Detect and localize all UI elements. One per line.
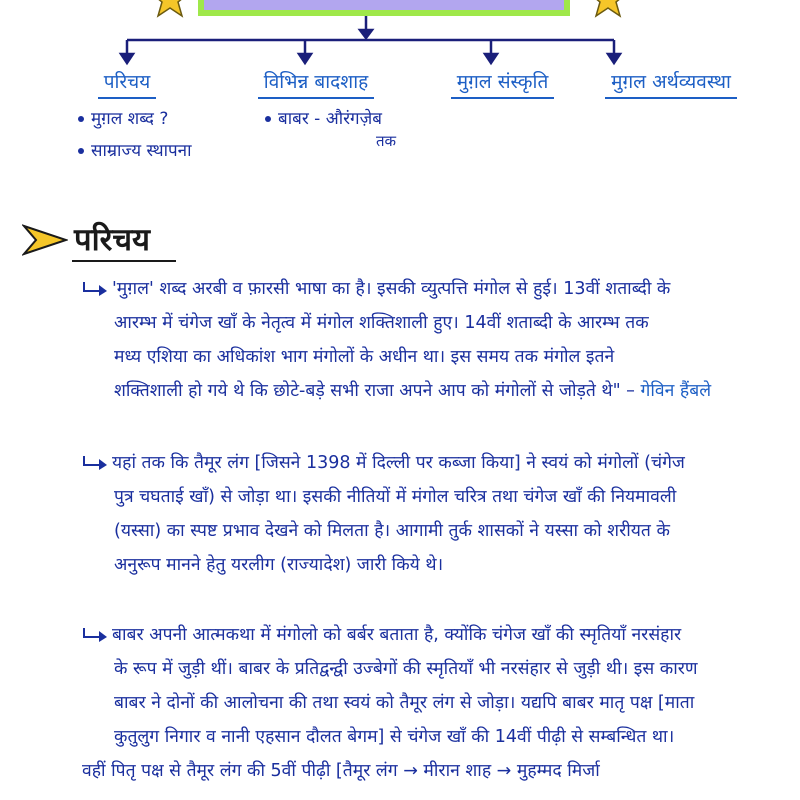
section-title: परिचय	[74, 222, 150, 258]
emperors-bullets	[265, 106, 382, 138]
branch-label: परिचय	[98, 68, 157, 99]
branch-label: विभिन्न बादशाह	[258, 68, 374, 99]
paragraph-line: मध्य एशिया का अधिकांश भाग मंगोलों के अधीन था। इस समय तक मंगोल इतने	[114, 347, 615, 367]
star-icon	[150, 0, 190, 18]
paragraph-line: शक्तिशाली हो गये थे कि छोटे-बड़े सभी राजा अपने आप को मंगोलों से जोड़ते थे" – गेविन हैंबले	[114, 381, 712, 401]
arrow-head-icon	[22, 224, 68, 256]
star-icon	[588, 0, 628, 18]
paragraph-2	[82, 446, 772, 582]
list-item: बाबर - औरंगज़ेब	[265, 106, 382, 129]
title-banner	[198, 0, 570, 16]
bullet-continuation: तक	[376, 132, 397, 150]
branch-label: मुग़ल अर्थव्यवस्था	[605, 68, 737, 99]
paragraph-line: बाबर ने दोनों की आलोचना की तथा स्वयं को तैमूर लंग से जोड़ा। यद्यपि बाबर मातृ पक्ष [माता	[114, 693, 695, 713]
section-underline	[72, 260, 176, 262]
paragraph-line: पुत्र चघताई खाँ) से जोड़ा था। इसकी नीतियों में मंगोल चरित्र तथा चंगेज खाँ की नियमावली	[114, 487, 677, 507]
branch-label: मुग़ल संस्कृति	[451, 68, 555, 99]
paragraph-line: बाबर अपनी आत्मकथा में मंगोलो को बर्बर बताता है, क्योंकि चंगेज खाँ की स्मृतियाँ नरसंहार	[112, 625, 682, 645]
bullet-icon	[78, 116, 84, 122]
branch-emperors	[246, 68, 386, 99]
list-item: साम्राज्य स्थापना	[78, 138, 192, 161]
paragraph-line: कुतुलुग निगार व नानी एहसान दौलत बेगम] से चंगेज खाँ की 14वीं पीढ़ी से सम्बन्धित था।	[114, 727, 675, 747]
paragraph-line: वहीं पितृ पक्ष से तैमूर लंग की 5वीं पीढ़ी [तैमूर लंग → मीरान शाह → मुहम्मद मिर्जा	[82, 761, 600, 781]
paragraph-1	[82, 272, 772, 408]
citation: गेविन हैंबले	[640, 381, 712, 401]
bullet-icon	[265, 116, 271, 122]
paragraph-line: यहां तक कि तैमूर लंग [जिसने 1398 में दिल्ली पर कब्जा किया] ने स्वयं को मंगोलों (चंगेज	[112, 453, 685, 473]
paragraph-line: अनुरूप मानने हेतु यरलीग (राज्यादेश) जारी किये थे।	[114, 555, 444, 575]
paragraph-line: आरम्भ में चंगेज खाँ के नेतृत्व में मंगोल शक्तिशाली हुए। 14वीं शताब्दी के आरम्भ तक	[114, 313, 649, 333]
paragraph-line: के रूप में जुड़ी थीं। बाबर के प्रतिद्वन्द्वी उज्बेगों की स्मृतियाँ भी नरसंहार से जुड़ी थी। इस कारण	[114, 659, 698, 679]
intro-bullets	[78, 106, 192, 170]
bullet-icon	[78, 148, 84, 154]
paragraph-line: 'मुग़ल' शब्द अरबी व फ़ारसी भाषा का है। इसकी व्युत्पत्ति मंगोल से हुई। 13वीं शताब्दी के	[112, 279, 671, 299]
branch-intro	[76, 68, 178, 99]
list-item: मुग़ल शब्द ?	[78, 106, 192, 129]
branch-culture	[435, 68, 570, 99]
branch-economy	[596, 68, 746, 99]
paragraph-line: (यस्सा) का स्पष्ट प्रभाव देखने को मिलता है। आगामी तुर्क शासकों ने यस्सा को शरीयत के	[114, 521, 670, 541]
paragraph-3	[82, 618, 772, 788]
